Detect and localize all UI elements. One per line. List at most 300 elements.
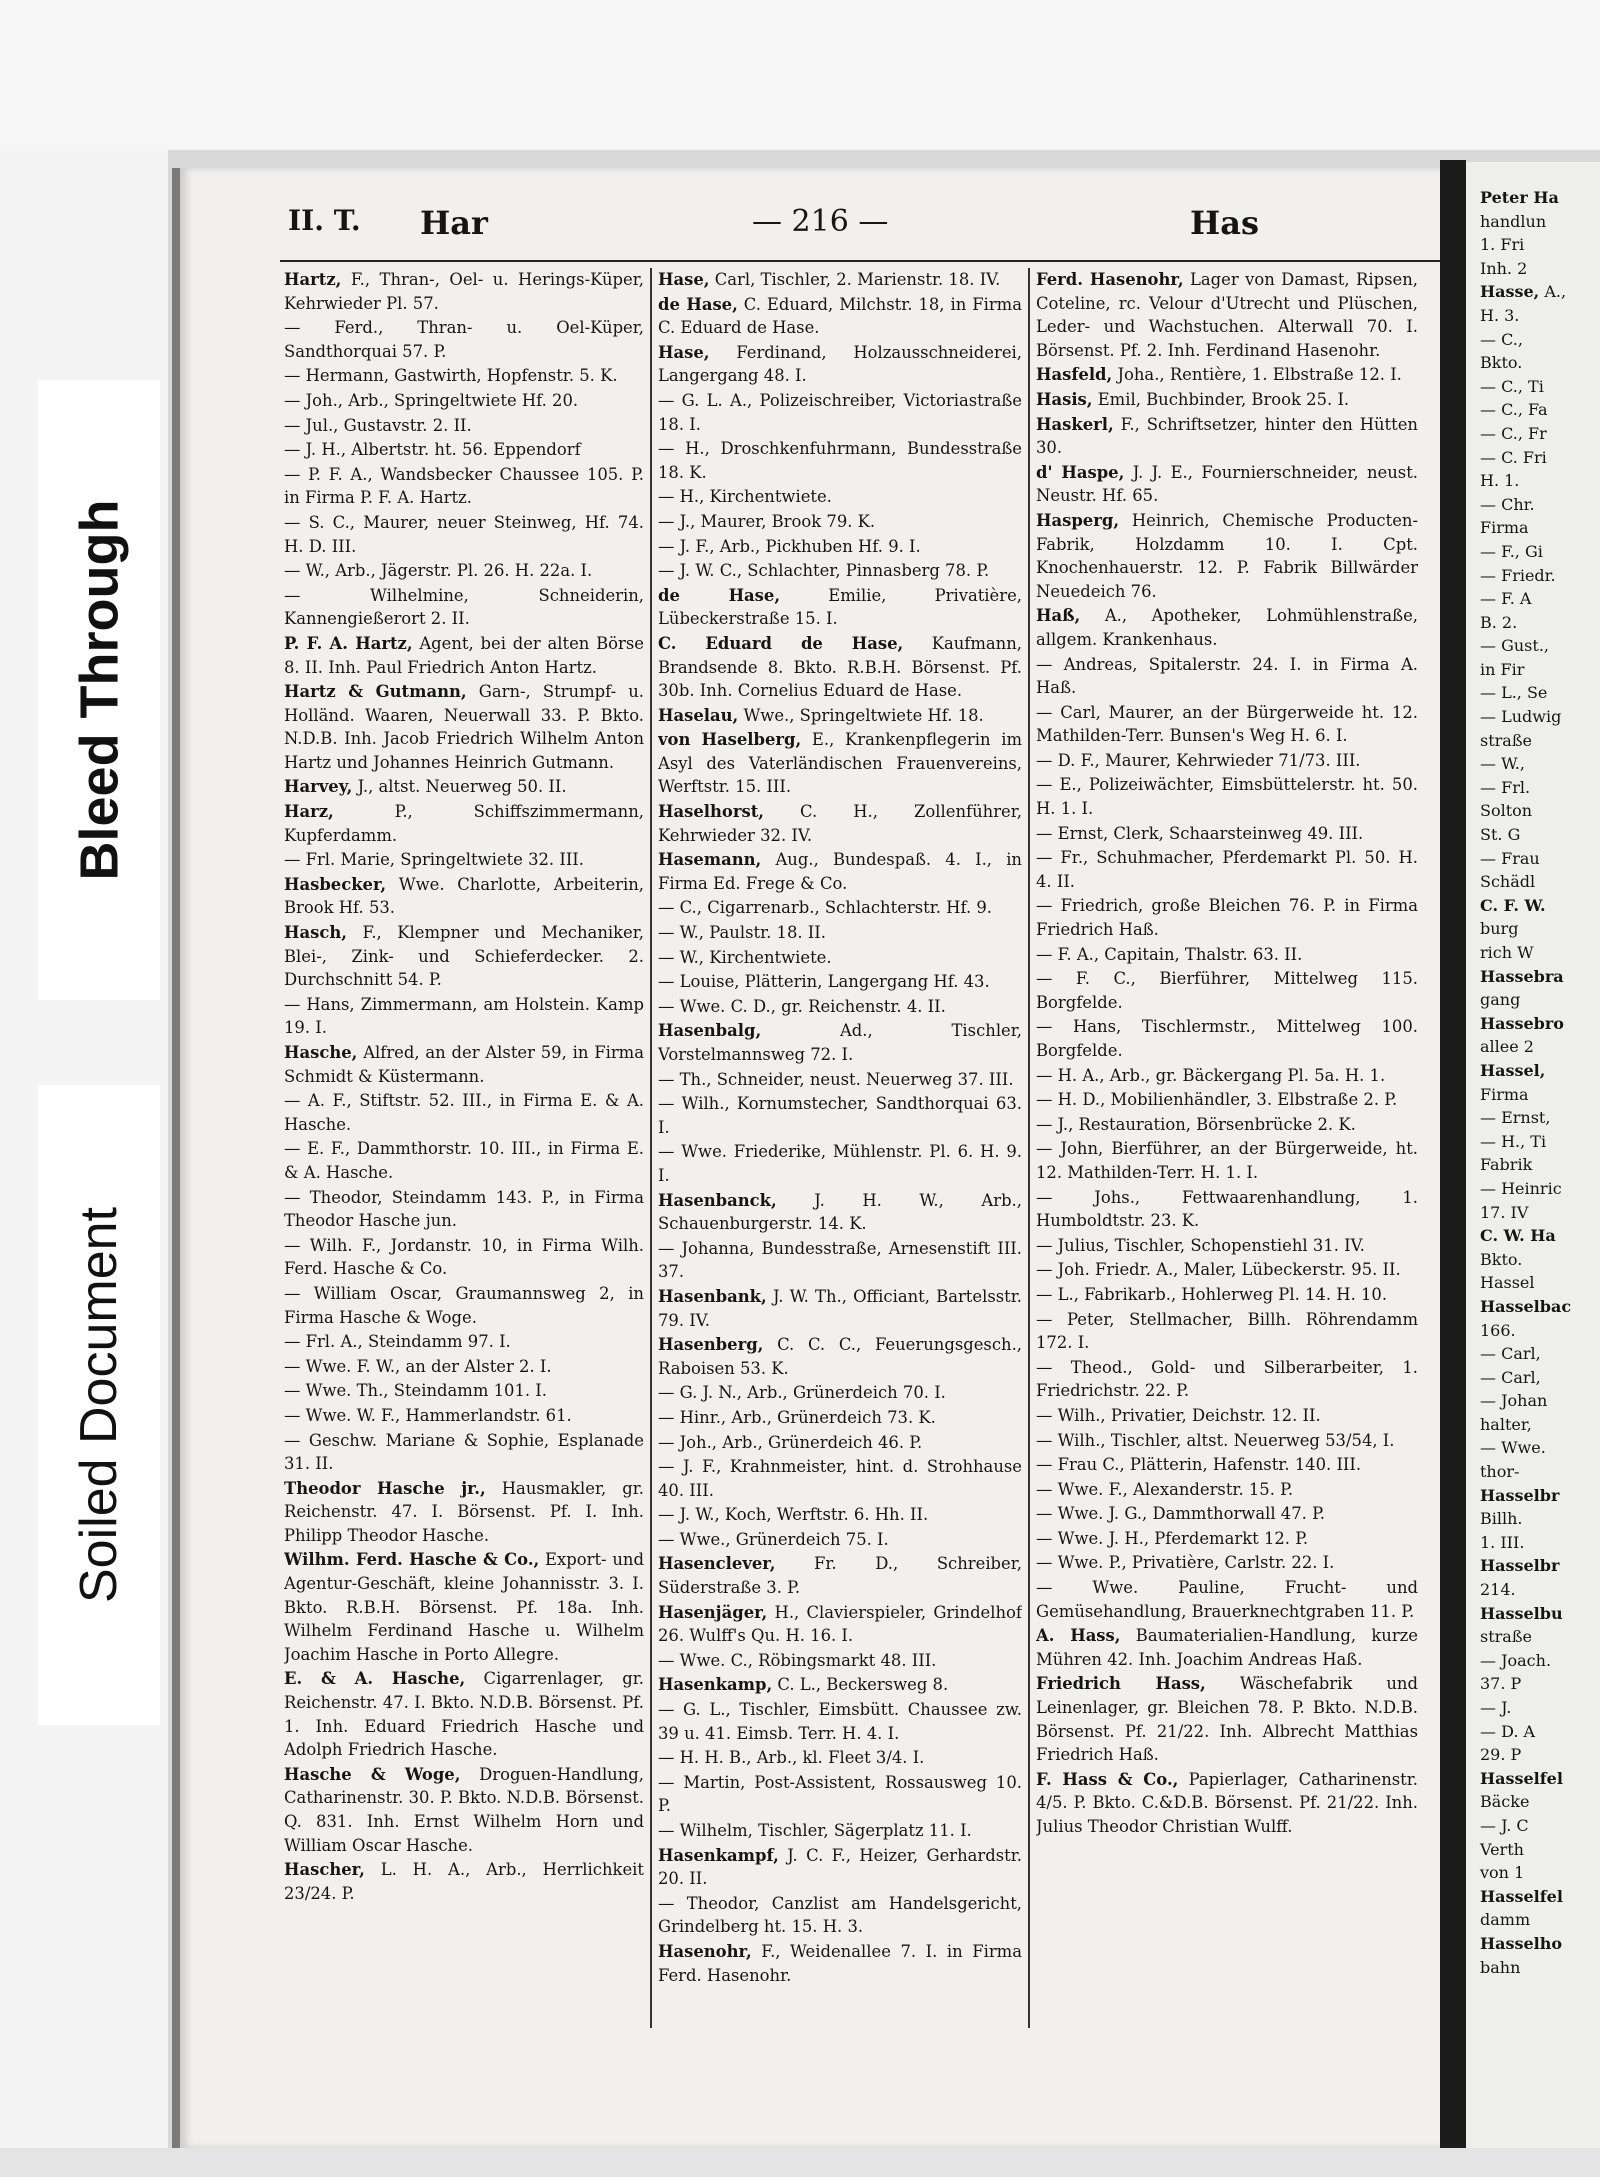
entry-text: — Wilhelmine, Schneiderin, Kannengießerort 2. II.: [284, 585, 644, 629]
directory-entry: [658, 485, 1022, 509]
adjacent-entry-text: H. 1.: [1480, 471, 1520, 491]
directory-entry: [284, 1477, 644, 1548]
directory-entry: [1036, 268, 1418, 362]
entry-text: Kaufmann, Brandsende 8. Bkto. R.B.H. Börsenst. Pf. 30b. Inh. Cornelius Eduard de Hase.: [658, 633, 1022, 701]
header-left-word: Har: [420, 204, 488, 242]
entry-text: — Wwe. W. F., Hammerlandstr. 61.: [284, 1405, 572, 1425]
adjacent-entry-name: Hassebro: [1480, 1013, 1564, 1033]
directory-entry: [658, 437, 1022, 484]
directory-entry: [658, 1649, 1022, 1673]
directory-entry: [658, 946, 1022, 970]
adjacent-entry-text: — Gust.,: [1480, 636, 1549, 656]
adjacent-page-line: [1480, 186, 1571, 210]
directory-entry: [658, 1771, 1022, 1818]
adjacent-entry-text: Bkto.: [1480, 353, 1523, 373]
directory-entry: [1036, 1624, 1418, 1671]
entry-text: — G. L. A., Polizeischreiber, Victoriastraße 18. I.: [658, 390, 1022, 434]
adjacent-page-line: [1480, 1035, 1571, 1059]
directory-entry: [1036, 1283, 1418, 1307]
directory-entry: [1036, 967, 1418, 1014]
adjacent-page-line: [1480, 681, 1571, 705]
adjacent-page-line: [1480, 1932, 1571, 1956]
entry-text: — J. F., Arb., Pickhuben Hf. 9. I.: [658, 536, 921, 556]
entry-text: J. C. F., Heizer, Gerhardstr. 20. II.: [658, 1845, 1022, 1889]
adjacent-page-line: [1480, 1059, 1571, 1083]
adjacent-entry-text: B. 2.: [1480, 612, 1518, 632]
adjacent-page-line: [1480, 894, 1571, 918]
directory-page: [172, 168, 1458, 2148]
adjacent-page-line: [1480, 634, 1571, 658]
adjacent-entry-text: — Frau: [1480, 848, 1540, 868]
adjacent-page-line: [1480, 823, 1571, 847]
adjacent-page-line: [1480, 1696, 1571, 1720]
adjacent-page-line: [1480, 587, 1571, 611]
entry-text: — A. F., Stiftstr. 52. III., in Firma E. & A. Hasche.: [284, 1091, 644, 1134]
entry-name: Hasenkampf,: [658, 1845, 779, 1865]
entry-name: Hasenclever,: [658, 1554, 776, 1574]
entry-text: — Wwe. F., Alexanderstr. 15. P.: [1036, 1479, 1294, 1499]
adjacent-page-line: [1480, 398, 1571, 422]
artifact-label-bleed-through: Bleed Through: [69, 499, 130, 881]
adjacent-entry-text: Billh.: [1480, 1509, 1523, 1529]
adjacent-page-line: [1480, 1413, 1571, 1437]
directory-column-3: [1036, 268, 1418, 2098]
adjacent-page-line: [1480, 516, 1571, 540]
entry-name: Hascher,: [284, 1860, 365, 1880]
adjacent-page-line: [1480, 1342, 1571, 1366]
adjacent-entry-text: 17. IV: [1480, 1202, 1529, 1222]
entry-text: L. H. A., Arb., Herrlichkeit 23/24. P.: [284, 1860, 644, 1903]
entry-text: — Wwe. Friederike, Mühlenstr. Pl. 6. H. 9. I.: [658, 1142, 1022, 1185]
adjacent-page-line: [1480, 351, 1571, 375]
entry-name: Hasenohr,: [658, 1941, 752, 1961]
directory-entry: [658, 1455, 1022, 1502]
directory-entry: [658, 800, 1022, 847]
directory-entry: [658, 1237, 1022, 1284]
entry-name: Hasfeld,: [1036, 365, 1113, 385]
entry-text: Cigarrenlager, gr. Reichenstr. 47. I. Bkto. N.D.B. Börsenst. Pf. 1. Inh. Eduard Friedrich Hasche und Adolph Friedrich Hasche.: [284, 1669, 644, 1760]
adjacent-page-line: [1480, 1177, 1571, 1201]
directory-entry: [284, 921, 644, 992]
adjacent-entry-text: — C., Fa: [1480, 400, 1548, 420]
entry-name: F. Hass & Co.,: [1036, 1769, 1179, 1789]
entry-text: Wwe. Charlotte, Arbeiterin, Brook Hf. 53.: [284, 874, 644, 918]
entry-name: Hasenberg,: [658, 1335, 764, 1355]
column-divider-1: [650, 268, 652, 2028]
adjacent-page-line: [1480, 1507, 1571, 1531]
directory-entry: [658, 1381, 1022, 1405]
adjacent-entry-text: gang: [1480, 990, 1521, 1010]
adjacent-page-line: [1480, 1814, 1571, 1838]
directory-entry: [1036, 1186, 1418, 1233]
adjacent-entry-name: Hasselfel: [1480, 1886, 1563, 1906]
entry-text: — Theodor, Canzlist am Handelsgericht, Grindelberg ht. 15. H. 3.: [658, 1893, 1022, 1937]
directory-entry: [658, 510, 1022, 534]
entry-text: A., Apotheker, Lohmühlenstraße, allgem. Krankenhaus.: [1036, 606, 1418, 649]
entry-text: — John, Bierführer, an der Bürgerweide, ht. 12. Mathilden-Terr. H. 1. I.: [1036, 1139, 1418, 1182]
directory-entry: [658, 1406, 1022, 1430]
adjacent-entry-name: Hasselfel: [1480, 1768, 1563, 1788]
entry-name: Friedrich Hass,: [1036, 1674, 1206, 1694]
adjacent-page-line: [1480, 257, 1571, 281]
entry-text: F., Thran-, Oel- u. Herings-Küper, Kehrwieder Pl. 57.: [284, 270, 644, 313]
directory-entry: [1036, 943, 1418, 967]
entry-text: — Andreas, Spitalerstr. 24. I. in Firma A. Haß.: [1036, 654, 1418, 698]
entry-text: — Wwe. J. G., Dammthorwall 47. P.: [1036, 1504, 1325, 1524]
entry-name: Hasemann,: [658, 850, 762, 870]
book-spine-gutter: [1440, 160, 1466, 2177]
adjacent-entry-text: Firma: [1480, 1084, 1529, 1104]
adjacent-entry-text: — Wwe.: [1480, 1438, 1546, 1458]
entry-text: Agent, bei der alten Börse 8. II. Inh. Paul Friedrich Anton Hartz.: [284, 633, 644, 677]
entry-text: — D. F., Maurer, Kehrwieder 71/73. III.: [1036, 750, 1361, 770]
entry-text: — Hermann, Gastwirth, Hopfenstr. 5. K.: [284, 366, 618, 386]
entry-text: — S. C., Maurer, neuer Steinweg, Hf. 74. H. D. III.: [284, 512, 644, 556]
directory-entry: [284, 1137, 644, 1184]
entry-name: Hartz,: [284, 270, 342, 289]
entry-text: — J. W., Koch, Werftstr. 6. Hh. II.: [658, 1505, 929, 1525]
entry-text: F., Schriftsetzer, hinter den Hütten 30.: [1036, 414, 1418, 458]
entry-name: Harvey,: [284, 777, 353, 797]
entry-text: — Martin, Post-Assistent, Rossausweg 10. P.: [658, 1772, 1022, 1816]
entry-text: — W., Kirchentwiete.: [658, 947, 832, 967]
adjacent-page-line: [1480, 776, 1571, 800]
directory-entry: [658, 341, 1022, 388]
adjacent-page-line: [1480, 870, 1571, 894]
entry-text: C. Eduard, Milchstr. 18, in Firma C. Eduard de Hase.: [658, 294, 1022, 338]
entry-name: Hasche,: [284, 1043, 358, 1062]
entry-text: — H., Kirchentwiete.: [658, 487, 832, 507]
adjacent-entry-text: — C. Fri: [1480, 447, 1547, 467]
entry-name: Haselhorst,: [658, 802, 764, 822]
header-right-word: Has: [1190, 204, 1259, 242]
entry-text: — J. H., Albertstr. ht. 56. Eppendorf: [284, 440, 581, 460]
entry-name: Theodor Hasche jr.,: [284, 1478, 486, 1498]
entry-text: — Wwe. Th., Steindamm 101. I.: [284, 1381, 547, 1401]
adjacent-page-line: [1480, 375, 1571, 399]
adjacent-page-line: [1480, 1389, 1571, 1413]
entry-name: Haselau,: [658, 705, 739, 725]
adjacent-page-line: [1480, 705, 1571, 729]
entry-text: — J., Maurer, Brook 79. K.: [658, 511, 876, 531]
entry-name: E. & A. Hasche,: [284, 1669, 466, 1689]
entry-text: — Hans, Zimmermann, am Holstein. Kamp 19. I.: [284, 994, 644, 1038]
directory-entry: [658, 704, 1022, 728]
entry-text: — Frl. A., Steindamm 97. I.: [284, 1332, 511, 1352]
entry-text: — Ferd., Thran- u. Oel-Küper, Sandthorquai 57. P.: [284, 318, 644, 361]
entry-name: Hasenjäger,: [658, 1602, 768, 1622]
entry-text: — W., Paulstr. 18. II.: [658, 923, 826, 943]
directory-entry: [658, 1940, 1022, 1987]
adjacent-page-line: [1480, 1838, 1571, 1862]
entry-text: F., Weidenallee 7. I. in Firma Ferd. Hasenohr.: [658, 1941, 1022, 1985]
directory-column-1: [284, 268, 644, 2098]
directory-entry: [1036, 509, 1418, 603]
entry-text: Droguen-Handlung, Catharinenstr. 30. P. Bkto. N.D.B. Börsenst. Q. 831. Inh. Ernst Wilhelm Horn und William Oscar Hasche.: [284, 1764, 644, 1855]
adjacent-page-line: [1480, 1956, 1571, 1980]
entry-text: E., Krankenpflegerin im Asyl des Vaterländischen Frauenvereins, Werftstr. 15. III.: [658, 730, 1022, 797]
entry-text: — Wwe. Pauline, Frucht- und Gemüsehandlung, Brauerknechtgraben 11. P.: [1036, 1578, 1418, 1621]
entry-text: Aug., Bundespaß. 4. I., in Firma Ed. Frege & Co.: [658, 850, 1022, 893]
adjacent-entry-text: bahn: [1480, 1957, 1521, 1977]
directory-entry: [1036, 1356, 1418, 1403]
scan-background-top: [0, 0, 1600, 150]
directory-entry: [658, 1819, 1022, 1843]
adjacent-entry-text: A.,: [1544, 282, 1567, 302]
entry-text: Wwe., Springeltwiete Hf. 18.: [743, 705, 984, 725]
header-rule: [280, 260, 1448, 262]
adjacent-entry-text: straße: [1480, 1627, 1532, 1647]
directory-entry: [284, 414, 644, 438]
page-number: — 216 —: [752, 204, 889, 239]
adjacent-page-line: [1480, 1319, 1571, 1343]
adjacent-page-line: [1480, 540, 1571, 564]
adjacent-page-line: [1480, 1720, 1571, 1744]
directory-entry: [284, 632, 644, 679]
adjacent-entry-text: Fabrik: [1480, 1155, 1533, 1175]
directory-entry: [1036, 1258, 1418, 1282]
adjacent-entry-text: H. 3.: [1480, 305, 1520, 325]
entry-text: — Wilhelm, Tischler, Sägerplatz 11. I.: [658, 1821, 972, 1840]
directory-entry: [284, 463, 644, 510]
adjacent-page-line: [1480, 1248, 1571, 1272]
entry-name: Haskerl,: [1036, 414, 1114, 434]
directory-entry: [658, 1189, 1022, 1236]
entry-text: — Geschw. Mariane & Sophie, Esplanade 31. II.: [284, 1430, 644, 1474]
entry-name: Hase,: [658, 342, 710, 362]
entry-text: J. W. Th., Officiant, Bartelsstr. 79. IV.: [658, 1286, 1022, 1330]
directory-entry: [658, 728, 1022, 799]
entry-name: P. F. A. Hartz,: [284, 633, 413, 653]
directory-entry: [658, 1601, 1022, 1648]
adjacent-entry-text: von 1: [1480, 1863, 1525, 1883]
entry-text: — F. C., Bierführer, Mittelweg 115. Borgfelde.: [1036, 969, 1418, 1012]
adjacent-page-line: [1480, 1436, 1571, 1460]
entry-name: d' Haspe,: [1036, 462, 1125, 482]
adjacent-page-line: [1480, 1767, 1571, 1791]
adjacent-entry-text: — Friedr.: [1480, 565, 1556, 585]
directory-entry: [1036, 846, 1418, 893]
entry-text: Emil, Buchbinder, Brook 25. I.: [1097, 389, 1350, 409]
directory-entry: [284, 993, 644, 1040]
entry-name: Hasenkamp,: [658, 1675, 773, 1695]
scan-background-bottom: [0, 2148, 1600, 2177]
entry-text: — Joh., Arb., Springeltwiete Hf. 20.: [284, 390, 579, 410]
directory-entry: [1036, 653, 1418, 700]
adjacent-entry-text: 37. P: [1480, 1674, 1522, 1694]
adjacent-page-line: [1480, 1861, 1571, 1885]
entry-text: — Carl, Maurer, an der Bürgerweide ht. 12. Mathilden-Terr. Bunsen's Weg H. 6. I.: [1036, 702, 1418, 746]
directory-entry: [284, 1186, 644, 1233]
entry-text: H., Clavierspieler, Grindelhof 26. Wulff's Qu. H. 16. I.: [658, 1602, 1022, 1646]
artifact-label-box-soiled-document: [38, 1085, 160, 1725]
entry-text: — F. A., Capitain, Thalstr. 63. II.: [1036, 944, 1303, 964]
adjacent-entry-name: Hassel,: [1480, 1060, 1546, 1080]
adjacent-entry-text: in Fir: [1480, 659, 1525, 679]
directory-entry: [284, 680, 644, 774]
adjacent-entry-text: 1. Fri: [1480, 235, 1525, 255]
entry-name: Hartz & Gutmann,: [284, 682, 467, 702]
column-divider-2: [1028, 268, 1030, 2028]
adjacent-page-line: [1480, 941, 1571, 965]
adjacent-entry-text: allee 2: [1480, 1037, 1534, 1057]
adjacent-page-line: [1480, 988, 1571, 1012]
adjacent-entry-text: — Johan: [1480, 1391, 1548, 1411]
directory-entry: [284, 775, 644, 799]
entry-text: Alfred, an der Alster 59, in Firma Schmidt & Küstermann.: [284, 1043, 644, 1086]
entry-text: F., Klempner und Mechaniker, Blei-, Zink- und Schieferdecker. 2. Durchschnitt 54. P.: [284, 923, 644, 990]
entry-text: — Frl. Marie, Springeltwiete 32. III.: [284, 850, 584, 870]
entry-text: — E., Polizeiwächter, Eimsbüttelerstr. ht. 50. H. 1. I.: [1036, 775, 1418, 819]
entry-text: — Friedrich, große Bleichen 76. P. in Firma Friedrich Haß.: [1036, 896, 1418, 940]
adjacent-entry-text: handlun: [1480, 211, 1547, 231]
directory-entry: [284, 1429, 644, 1476]
adjacent-entry-text: Hassel: [1480, 1273, 1535, 1293]
entry-text: — Ernst, Clerk, Schaarsteinweg 49. III.: [1036, 823, 1364, 843]
entry-text: — G. J. N., Arb., Grünerdeich 70. I.: [658, 1383, 946, 1403]
adjacent-entry-text: 166.: [1480, 1320, 1516, 1340]
entry-text: Baumaterialien-Handlung, kurze Mühren 42. Inh. Joachim Andreas Haß.: [1036, 1626, 1418, 1669]
directory-entry: [658, 995, 1022, 1019]
artifact-label-box-bleed-through: [38, 380, 160, 1000]
directory-entry: [284, 848, 644, 872]
directory-entry: [658, 1068, 1022, 1092]
adjacent-entry-text: — C.,: [1480, 329, 1523, 349]
directory-entry: [1036, 1308, 1418, 1355]
directory-entry: [658, 293, 1022, 340]
entry-name: C. Eduard de Hase,: [658, 633, 904, 653]
entry-text: — W., Arb., Jägerstr. Pl. 26. H. 22a. I.: [284, 561, 593, 581]
adjacent-entry-text: burg: [1480, 919, 1519, 939]
entry-text: — Frau C., Plätterin, Hafenstr. 140. III.: [1036, 1455, 1362, 1475]
directory-entry: [284, 1404, 644, 1428]
entry-text: — Wwe. F. W., an der Alster 2. I.: [284, 1356, 552, 1376]
directory-entry: [1036, 388, 1418, 412]
adjacent-page-line: [1480, 1106, 1571, 1130]
entry-text: — Jul., Gustavstr. 2. II.: [284, 415, 472, 435]
entry-name: Hasenbank,: [658, 1286, 767, 1306]
directory-entry: [284, 873, 644, 920]
entry-name: Ferd. Hasenohr,: [1036, 270, 1184, 289]
adjacent-entry-text: — F., Gi: [1480, 541, 1543, 561]
entry-text: — J. F., Krahnmeister, hint. d. Strohhause 40. III.: [658, 1457, 1022, 1500]
entry-name: de Hase,: [658, 294, 738, 314]
directory-entry: [1036, 461, 1418, 508]
entry-text: — H. A., Arb., gr. Bäckergang Pl. 5a. H. 1.: [1036, 1065, 1386, 1085]
directory-entry: [1036, 1478, 1418, 1502]
directory-entry: [1036, 1453, 1418, 1477]
adjacent-page-line: [1480, 1201, 1571, 1225]
entry-text: — E. F., Dammthorstr. 10. III., in Firma E. & A. Hasche.: [284, 1139, 644, 1182]
entry-text: C. L., Beckersweg 8.: [777, 1675, 949, 1695]
directory-entry: [1036, 894, 1418, 941]
entry-text: — C., Cigarrenarb., Schlachterstr. Hf. 9.: [658, 898, 993, 918]
directory-entry: [1036, 822, 1418, 846]
entry-text: — J. W. C., Schlachter, Pinnasberg 78. P.: [658, 561, 990, 581]
adjacent-entry-text: — J. C: [1480, 1815, 1529, 1835]
adjacent-page-line: [1480, 1554, 1571, 1578]
entry-text: Hausmakler, gr. Reichenstr. 47. I. Börsenst. Pf. I. Inh. Philipp Theodor Hasche.: [284, 1478, 644, 1545]
adjacent-entry-text: 214.: [1480, 1580, 1516, 1600]
directory-entry: [658, 848, 1022, 895]
directory-entry: [284, 438, 644, 462]
directory-entry: [1036, 749, 1418, 773]
adjacent-entry-text: — D. A: [1480, 1721, 1536, 1741]
directory-entry: [284, 559, 644, 583]
adjacent-entry-text: damm: [1480, 1910, 1531, 1930]
adjacent-page-line: [1480, 917, 1571, 941]
directory-entry: [658, 1431, 1022, 1455]
adjacent-entry-text: thor-: [1480, 1462, 1520, 1482]
adjacent-entry-text: — W.,: [1480, 754, 1525, 774]
directory-entry: [658, 1673, 1022, 1697]
entry-text: — Wilh., Tischler, altst. Neuerweg 53/54, I.: [1036, 1430, 1395, 1450]
directory-entry: [284, 584, 644, 631]
entry-name: Hasperg,: [1036, 510, 1120, 530]
adjacent-page-line: [1480, 1672, 1571, 1696]
entry-text: — P. F. A., Wandsbecker Chaussee 105. P. in Firma P. F. A. Hartz.: [284, 464, 644, 508]
adjacent-page-line: [1480, 611, 1571, 635]
directory-entry: [1036, 1551, 1418, 1575]
directory-entry: [1036, 604, 1418, 651]
directory-entry: [284, 1330, 644, 1354]
directory-entry: [284, 1763, 644, 1857]
directory-entry: [1036, 1137, 1418, 1184]
entry-text: — Wwe. C., Röbingsmarkt 48. III.: [658, 1650, 937, 1670]
entry-text: — Fr., Schuhmacher, Pferdemarkt Pl. 50. H. 4. II.: [1036, 848, 1418, 891]
entry-name: Hasenbalg,: [658, 1021, 762, 1041]
directory-entry: [1036, 1429, 1418, 1453]
directory-entry: [284, 1379, 644, 1403]
entry-text: — Joh., Arb., Grünerdeich 46. P.: [658, 1432, 923, 1452]
entry-text: — Louise, Plätterin, Langergang Hf. 43.: [658, 972, 990, 992]
directory-entry: [658, 1285, 1022, 1332]
entry-text: J. H. W., Arb., Schauenburgerstr. 14. K.: [658, 1190, 1022, 1234]
adjacent-entry-name: Peter Ha: [1480, 188, 1559, 207]
adjacent-page-line: [1480, 1224, 1571, 1248]
entry-text: Emilie, Privatière, Lübeckerstraße 15. I.: [658, 585, 1022, 629]
directory-entry: [1036, 1768, 1418, 1839]
adjacent-page-line: [1480, 1649, 1571, 1673]
entry-text: — Johs., Fettwaarenhandlung, 1. Humboldtstr. 23. K.: [1036, 1187, 1418, 1231]
entry-text: — G. L., Tischler, Eimsbütt. Chaussee zw. 39 u. 41. Eimsb. Terr. H. 4. I.: [658, 1700, 1022, 1743]
entry-text: Lager von Damast, Ripsen, Coteline, rc. Velour d'Utrecht und Plüschen, Leder- und Wachstuchen. Alterwall 70. I. Börsenst. Pf. 2. Inh. Ferdinand Hasenohr.: [1036, 270, 1418, 360]
adjacent-page-line: [1480, 1484, 1571, 1508]
adjacent-entry-text: — L., Se: [1480, 683, 1548, 703]
adjacent-page-line: [1480, 1578, 1571, 1602]
adjacent-page-line: [1480, 729, 1571, 753]
adjacent-page-line: [1480, 304, 1571, 328]
directory-entry: [284, 800, 644, 847]
directory-entry: [658, 535, 1022, 559]
entry-name: Hasenbanck,: [658, 1190, 777, 1210]
directory-entry: [1036, 1404, 1418, 1428]
adjacent-page-line: [1480, 1743, 1571, 1767]
directory-entry: [658, 921, 1022, 945]
entry-text: J., altst. Neuerweg 50. II.: [357, 777, 567, 797]
adjacent-entry-name: Hasselbr: [1480, 1556, 1560, 1576]
adjacent-page-line: [1480, 1460, 1571, 1484]
directory-entry: [284, 1089, 644, 1136]
entry-text: — H., Droschkenfuhrmann, Bundesstraße 18. K.: [658, 439, 1022, 482]
directory-entry: [658, 1892, 1022, 1939]
directory-entry: [284, 511, 644, 558]
adjacent-page-line: [1480, 752, 1571, 776]
adjacent-entry-text: straße: [1480, 730, 1532, 750]
adjacent-entry-text: St. G: [1480, 825, 1521, 845]
entry-text: Ferdinand, Holzausschneiderei, Langergang 48. I.: [658, 342, 1022, 386]
directory-entry: [1036, 1234, 1418, 1258]
